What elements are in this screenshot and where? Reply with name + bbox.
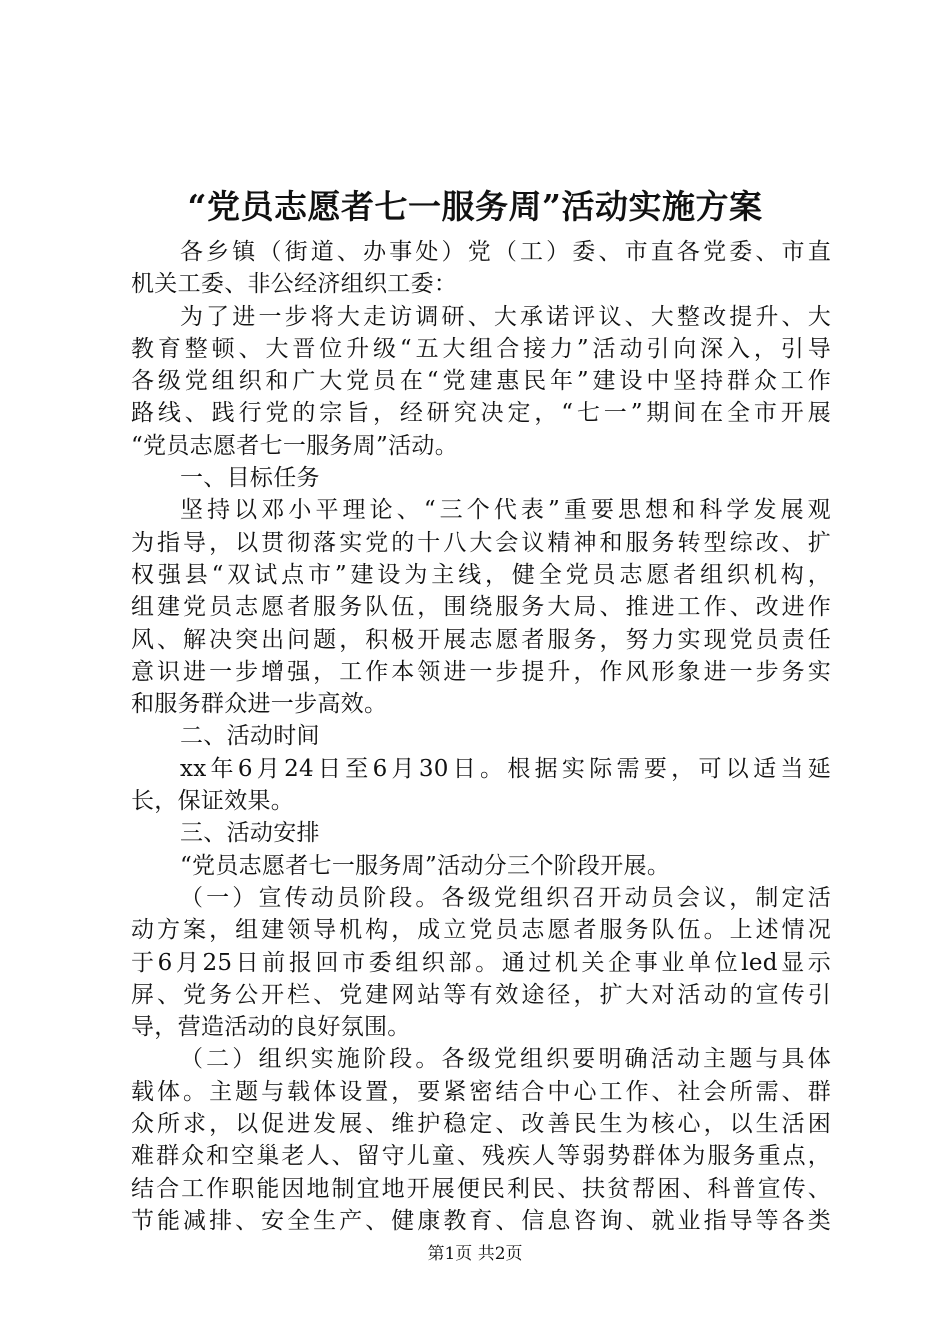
text-line: 众所求，以促进发展、维护稳定、改善民生为核心，以生活困 [131,1111,831,1138]
text-line: 机关工委、非公经济组织工委： [131,271,458,298]
text-line: “党员志愿者七一服务周”活动分三个阶段开展。 [180,852,671,879]
text-line: 教育整顿、大晋位升级“五大组合接力”活动引向深入，引导 [131,335,831,362]
text-line: “党员志愿者七一服务周”活动。 [131,432,459,459]
text-line: 导，营造活动的良好氛围。 [131,1014,411,1041]
document-title: “党员志愿者七一服务周”活动实施方案 [187,187,763,226]
text-line: 结合工作职能因地制宜地开展便民利民、扶贫帮困、科普宣传、 [131,1175,831,1202]
text-line: 各级党组织和广大党员在“党建惠民年”建设中坚持群众工作 [131,368,831,395]
text-line: 为指导，以贯彻落实党的十八大会议精神和服务转型综改、扩 [131,529,831,556]
page-footer: 第1页 共2页 [427,1244,523,1264]
text-line: 二、活动时间 [180,723,320,750]
text-line: 载体。主题与载体设置，要紧密结合中心工作、社会所需、群 [131,1078,831,1105]
text-line: 三、活动安排 [180,820,320,847]
text-line: 一、目标任务 [180,465,320,492]
text-line: 组建党员志愿者服务队伍，围绕服务大局、推进工作、改进作 [131,594,831,621]
text-line: 于6月25日前报回市委组织部。通过机关企事业单位led显示 [131,949,831,976]
text-line: 坚持以邓小平理论、“三个代表”重要思想和科学发展观 [180,497,831,524]
text-line: 为了进一步将大走访调研、大承诺评议、大整改提升、大 [180,303,831,330]
text-line: 各乡镇（街道、办事处）党（工）委、市直各党委、市直 [180,239,831,265]
text-line: 路线、践行党的宗旨，经研究决定，“七一”期间在全市开展 [131,400,831,427]
text-line: 权强县“双试点市”建设为主线，健全党员志愿者组织机构， [131,561,831,588]
text-line: （一）宣传动员阶段。各级党组织召开动员会议，制定活 [180,884,831,911]
text-line: 动方案，组建领导机构，成立党员志愿者服务队伍。上述情况 [131,917,831,944]
text-line: 长，保证效果。 [131,788,295,815]
document-body [131,236,831,1237]
text-line: 和服务群众进一步高效。 [131,691,388,718]
text-line: 屏、党务公开栏、党建网站等有效途径，扩大对活动的宣传引 [131,981,831,1008]
text-line: 意识进一步增强，工作本领进一步提升，作风形象进一步务实 [131,658,831,685]
text-line: （二）组织实施阶段。各级党组织要明确活动主题与具体 [180,1046,831,1073]
text-line: xx年6月24日至6月30日。根据实际需要，可以适当延 [180,755,831,782]
text-line: 难群众和空巢老人、留守儿童、残疾人等弱势群体为服务重点， [131,1143,831,1170]
text-line: 节能减排、安全生产、健康教育、信息咨询、就业指导等各类 [131,1207,831,1234]
text-line: 风、解决突出问题，积极开展志愿者服务，努力实现党员责任 [131,626,831,653]
